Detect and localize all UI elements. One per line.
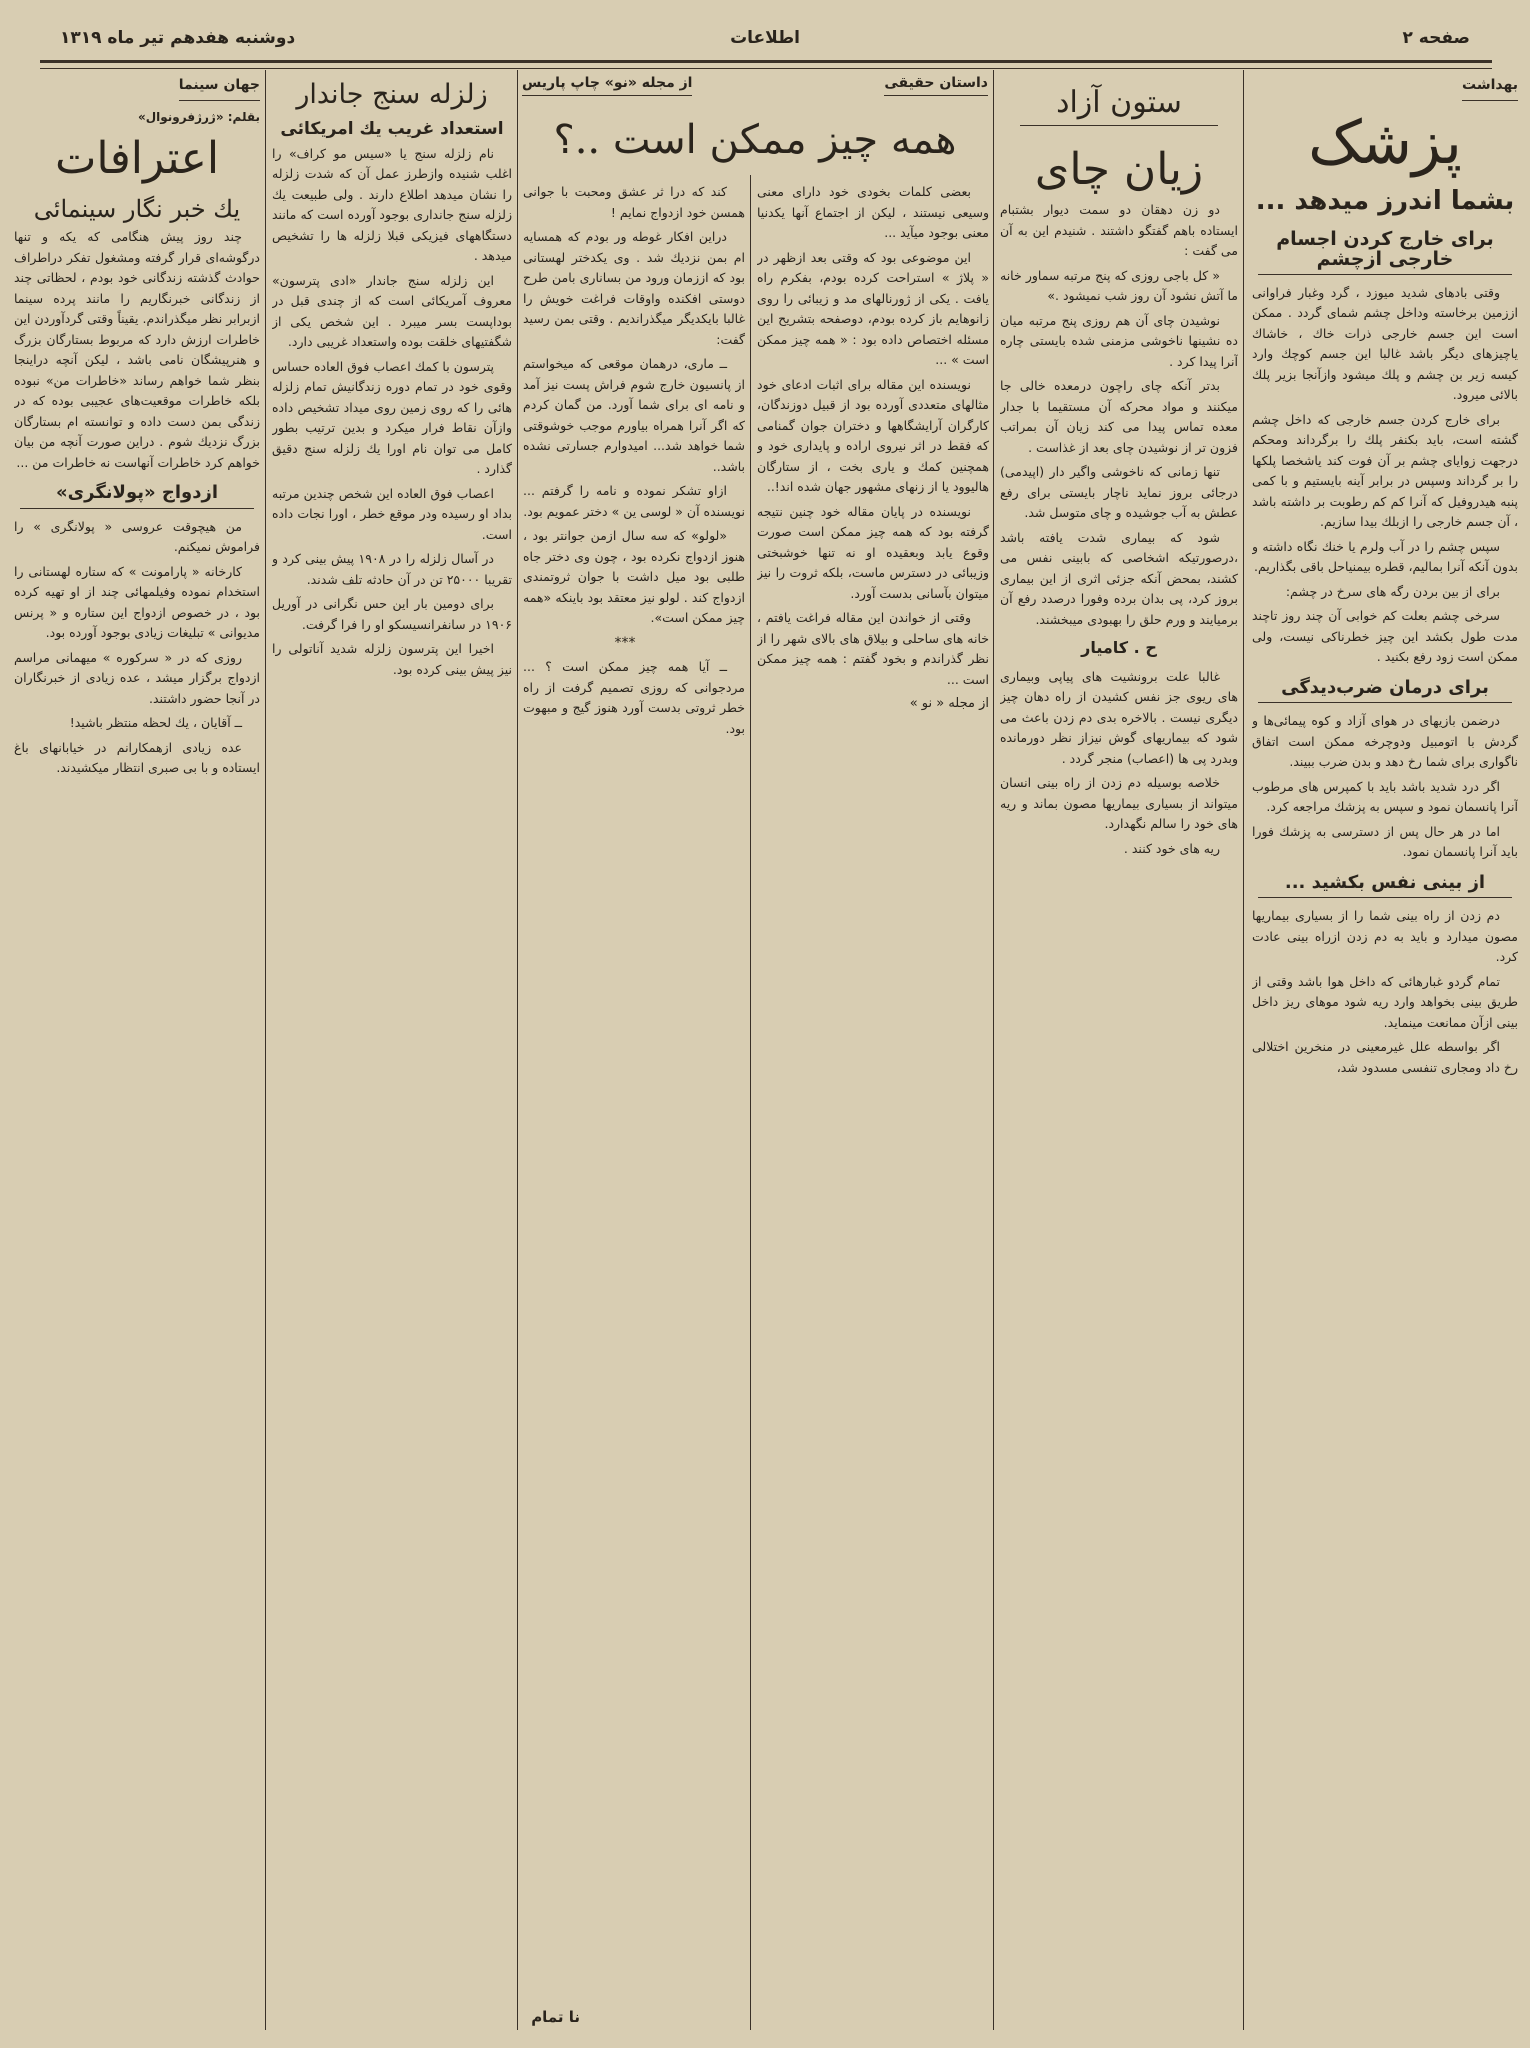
paragraph: پترسون با کمك اعصاب فوق العاده حساس وقوی خود در تمام دوره زندگانیش تمام زلزله هائی را که روی زمین روی میداد تشخیص داده وازآن نقاط فرار میکرد و بدین ترتیب بطور کامل می توان نام اورا یك زلزله سنج دقیق گذارد . bbox=[272, 358, 512, 476]
paragraph: نویسنده در پایان مقاله خود چنین نتیجه گرفته بود که همه چیز ممکن است صورت وقوع یابد وبعقیده او نه تنها خوشبختی وزیبائی در دسترس ماست، بلکه ثروت را نیز میتوان بآسانی بدست آورد. bbox=[757, 503, 989, 601]
article-title: پزشک bbox=[1308, 107, 1462, 178]
article-body bbox=[1252, 283, 1518, 668]
paragraph: «لولو» که سه سال ازمن جوانتر بود ، هنوز ازدواج نکرده بود ، چون وی دختر جاه طلبی بود میل داشت با جوان ثروتمندی ازدواج کند . لولو نیز معتقد بود باینکه «همه چیز ممکن است». bbox=[523, 528, 745, 625]
paragraph: روزی که در « سرکوره » میهمانی مراسم ازدواج برگزار میشد ، عده زیادی از خبرنگاران در آنجا حضور داشتند. bbox=[14, 649, 260, 706]
column-divider bbox=[750, 175, 751, 2030]
paragraph: تنها زمانی که ناخوشی واگیر دار (اپیدمی) درجائی بروز نماید ناچار بایستی برای رفع عطش به آب جوشیده و چای متوسل شد. bbox=[1000, 464, 1238, 520]
paragraph: اما در هر حال پس از دسترسی به پزشك فورا باید آنرا پانسمان نمود. bbox=[1252, 823, 1518, 859]
paragraph: وقتی از خواندن این مقاله فراغت یافتم ، خانه های ساحلی و بیلاق های بالای شهر را از نظر گذراندم و بخود گفتم : همه چیز ممکن است ... bbox=[757, 610, 989, 687]
section-heading: برای درمان ضرب‌دیدگی bbox=[1258, 678, 1512, 704]
article-body bbox=[1000, 667, 1238, 860]
article-body bbox=[1252, 906, 1518, 1078]
article-body bbox=[272, 144, 512, 681]
paragraph: ریه های خود کنند . bbox=[1123, 840, 1220, 856]
byline: بقلم: «ژرژفرونوال» bbox=[138, 109, 260, 124]
page-number: صفحه ۲ bbox=[1402, 28, 1470, 48]
paragraph: در آسال زلزله را در ۱۹۰۸ پیش بینی کرد و تقریبا ۲۵۰۰۰ تن در آن حادثه تلف شدند. bbox=[272, 551, 512, 587]
paragraph: سپس چشم را در آب ولرم یا خنك نگاه داشته و بدون آنکه آنرا بمالیم، قطره بیمنیاحل باقی بگذاریم. bbox=[1252, 538, 1518, 574]
article-title: همه چیز ممکن است ..؟ bbox=[553, 117, 957, 163]
paragraph: دم زدن از راه بینی شما را از بسیاری بیماریها مصون میدارد و باید به دم زدن ازراه بینی عادت کرد. bbox=[1252, 908, 1518, 964]
paragraph: کند که درا ثر عشق ومحبت با جوانی همسن خود ازدواج نمایم ! bbox=[523, 184, 745, 220]
article-title: زلزله سنج جاندار bbox=[296, 79, 488, 110]
paragraph: اگر درد شدید باشد باید با کمپرس های مرطوب آنرا پانسمان نمود و سپس به پزشك مراجعه کرد. bbox=[1252, 778, 1518, 814]
column-divider bbox=[265, 70, 266, 2030]
paragraph: نام زلزله سنج یا «سیس مو کراف» را اغلب شنیده وازطرز عمل آن که شدت زلزله را نشان میدهد اطلاع دارند . ولی طبیعت یك زلزله سنج جانداری بوجود آورده است که مانند دستگاههای فیزیکی قبلا زلزله ها را تشخیص میدهد . bbox=[272, 145, 512, 263]
paragraph: بدتر آنکه چای راچون درمعده خالی جا میکنند و مواد محرکه آن مستقیما با جدار معده تماس پیدا می کند زیان آن بمراتب فزون تر از نوشیدن چای بعد از غذاست . bbox=[1000, 378, 1238, 455]
paragraph: این زلزله سنج جاندار «ادی پترسون» معروف آمریکائی است که از چندی قبل در بوداپست بسر میبرد . این شخص یکی از شگفتیهای خلقت بوده واستعداد غریبی دارد. bbox=[272, 272, 512, 349]
paragraph: شود که بیماری شدت یافته باشد ،درصورتیکه اشخاصی که بابینی نفس می کشند، بمحض آنکه جزئی اثری از این بیماری بروز کرد، پی بدان برده وفورا درصدد رفع آن برمیایند و ورم حلق را بهبودی میبخشند. bbox=[1000, 529, 1238, 627]
paragraph: درضمن بازیهای در هوای آزاد و کوه پیمائی‌ها و گردش با اتومبیل ودوچرخه ممکن است اتفاق ناگواری برای شما رخ دهد و بدن ضرب ببیند. bbox=[1252, 713, 1518, 769]
paragraph: کارخانه « پارامونت » که ستاره لهستانی را استخدام نموده وفیلمهائی چند از او تهیه کرده بود ، در خصوص ازدواج این ستاره و « پرنس مدیوانی » تبلیغات زیادی بوجود آورده بود. bbox=[14, 563, 260, 640]
masthead-rule bbox=[40, 60, 1492, 69]
paragraph: بعضی کلمات بخودی خود دارای معنی وسیعی نیستند ، لیکن از اجتماع آنها یکدنیا معنی بوجود میآید ... bbox=[757, 184, 989, 240]
column-divider bbox=[517, 70, 518, 2030]
section-heading: برای خارج کردن اجسام خارجی ازچشم bbox=[1258, 229, 1512, 275]
paragraph: خلاصه بوسیله دم زدن از راه بینی انسان میتواند از بسیاری بیماریها مصون بماند و ریه های خود را سالم نگهدارد. bbox=[1000, 775, 1238, 831]
article-body bbox=[523, 182, 745, 739]
paragraph: برای خارج کردن جسم خارجی که داخل چشم گشته است، باید بکنفر پلك را برگرداند ومحکم درجهت زوایای چشم بر آن فوت کند یاشخصا پلکها را بر گرداند وسپس در برابر آینه بایستیم و با کمی پنبه هیدروفیل که آنرا کم کم رطوبت بر داشته باشد ، آن جسم خارجی را ازبلك بیدا سازیم. bbox=[1252, 411, 1518, 529]
article-title: اعترافات bbox=[54, 133, 220, 184]
paragraph: من هیچوقت عروسی « پولانگری » را فراموش نمیکنم. bbox=[14, 518, 260, 554]
article-body bbox=[1252, 711, 1518, 863]
paragraph: ــ ماری، درهمان موقعی که میخواستم از پانسیون خارج شوم فراش پست نیز آمد و نامه ای برای شما آورد. من گمان کردم که اگر آنرا همراه بیاورم موجب خوشوقتی شما خواهد شد... امیدوارم جسارتی نشده باشد.. bbox=[523, 356, 745, 474]
paragraph: سرخی چشم بعلت کم خوابی آن چند روز تاچند مدت طول بکشد این چیز خطرناکی نیست، ولی ممکن است زود رفع بکنید . bbox=[1252, 608, 1518, 664]
paragraph: وقتی بادهای شدید میوزد ، گرد وغبار فراوانی اززمین برخاسته وداخل چشم شمای گردد . ممکن است این جسم خارجی ذرات خاك ، خاشاك یاچیزهای دیگر باشد غالبا این جسم کوچك وارد کیسه زیر بن چشم و پلك میشود وازآنجا بزیر پلك بالائی میرود. bbox=[1252, 284, 1518, 402]
section-kicker: داستان حقیقی bbox=[884, 75, 988, 96]
article-body bbox=[14, 227, 260, 473]
cinema-column bbox=[14, 75, 260, 2035]
paragraph: این موضوعی بود که وقتی بعد ازظهر در « پلاژ » استراحت کرده بودم، بفکرم راه یافت . یکی از ژورنالهای مد و زیبائی را روی زانوهایم باز کرده بودم، دوصفحه بتشریح این مسئله اختصاص داده بود : « همه چیز ممکن است » ... bbox=[757, 249, 989, 367]
paragraph: اعصاب فوق العاده این شخص چندین مرتبه بداد او رسیده ودر موقع خطر ، اورا نجات داده است. bbox=[272, 485, 512, 542]
article-title: زیان چای bbox=[1034, 144, 1204, 195]
paragraph: برای دومین بار این حس نگرانی در آوریل ۱۹۰۶ در سانفرانسیسکو او را فرا گرفت. bbox=[272, 596, 512, 632]
article-subtitle: بشما اندرز میدهد ... bbox=[1255, 185, 1515, 216]
free-column bbox=[1000, 75, 1238, 2035]
section-kicker: ستون آزاد bbox=[1020, 81, 1218, 126]
paragraph: اگر بواسطه علل غیرمعینی در منخرین اختلالی رخ داد ومجاری تنفسی مسدود شد، bbox=[1252, 1039, 1518, 1075]
section-kicker: جهان سینما bbox=[179, 75, 260, 101]
health-column bbox=[1252, 75, 1518, 2035]
story-source-footer: از مجله « نو » bbox=[909, 696, 989, 711]
paragraph: دو زن دهقان دو سمت دیوار بشتبام ایستاده باهم گفتگو داشتند . شنیدم این به آن می گفت : bbox=[1000, 202, 1238, 258]
story-header bbox=[522, 75, 988, 175]
article-body bbox=[14, 517, 260, 779]
section-kicker: بهداشت bbox=[1462, 75, 1518, 101]
paragraph: دراین افکار غوطه ور بودم که همسایه ام بمن نزدیك شد . وی یکدختر لهستانی بود که اززمان ورود من بساناری بامن طرح دوستی افکنده واوقات فراغت خویش را غالبا بایکدیگر میگذراندیم . وقتی بمن رسید گفت: bbox=[523, 229, 745, 347]
paragraph: چند روز پیش هنگامی که یکه و تنها درگوشه‌ای قرار گرفته ومشغول تفکر دراطراف حوادث گذشته زندگانی خود بودم ، لحظاتی چند از زندگانی خبرنگاریم را مانند پرده سینما ازبرابر نظر میگذراندم. یقیناً وقتی گردآوردن این خاطرات ارزش دارد که مربوط بستارگان بزرگ و هنرپیشگان نامی باشد ، لیکن آنچه دراینجا بنظر شما خواهم رساند «خاطرات من» نبوده بلکه خاطرات موقعیت‌های عجیبی بوده که در زندگی بمن دست داده و توانسته ام بستارگان بزرگ نزدیك شوم . دراین صورت آنچه من بیان خواهم کرد خاطرات آنهاست نه خاطرات من ... bbox=[14, 229, 260, 470]
column-divider bbox=[1243, 70, 1244, 2030]
section-heading: ازدواج «پولانگری» bbox=[20, 483, 254, 509]
paragraph: ــ آیا همه چیز ممکن است ؟ ... مردجوانی که روزی تصمیم گرفت از راه خطر ثروتی بدست آورد هنوز گیج و مبهوت بود. bbox=[523, 659, 745, 736]
paragraph: « کل باجی روزی که پنج مرتبه سماور خانه ما آتش نشود آن روز شب نمیشود .» bbox=[1000, 267, 1238, 303]
paragraph: ــ آقایان ، یك لحظه منتظر باشید! bbox=[69, 715, 242, 730]
article-subtitle: استعداد غریب یك امریکائی bbox=[280, 119, 504, 139]
section-separator: *** bbox=[614, 634, 636, 651]
issue-date: دوشنبه هفدهم تیر ماه ۱۳۱۹ bbox=[60, 28, 296, 48]
story-column-right bbox=[757, 182, 989, 2032]
paragraph: عده زیادی ازهمکارانم در خیابانهای باغ ایستاده و با بی صبری انتظار میکشیدند. bbox=[14, 739, 260, 775]
masthead bbox=[40, 28, 1490, 56]
article-subtitle: یك خبر نگار سینمائی bbox=[33, 195, 241, 223]
paragraph: غالبا علت برونشیت های پیاپی وبیماری های ریوی جز نفس کشیدن از راه دهان چیز دیگری نیست . بالاخره بدی دم زدن باعث می شود که بیماریهای گوش نیزاز نظر دورمانده وبدرد پی ها (اعصاب) منجر گردد . bbox=[1000, 668, 1238, 766]
column-divider bbox=[993, 70, 994, 2030]
paragraph: نویسنده این مقاله برای اثبات ادعای خود مثالهای متعددی آورده بود از قبیل دوزندگان، کارگران آرایشگاهها و دختران جوان گمنامی که فقط در اثر نیروی اراده و پایداری خود و همچنین کمك و یاری بخت ، از ستارگان هالیوود یا از زنهای مشهور جهان شده اند!.. bbox=[757, 376, 989, 494]
author-signature: ح . کامیار bbox=[1081, 638, 1157, 657]
paragraph: برای از بین بردن رگه های سرخ در چشم: bbox=[1285, 583, 1500, 599]
earthquake-column bbox=[272, 75, 512, 2035]
section-heading: از بینی نفس بکشید ... bbox=[1258, 873, 1512, 899]
story-source: از مجله «نو» چاپ پاریس bbox=[522, 75, 692, 96]
paragraph: تمام گردو غبارهائی که داخل هوا باشد وقتی از طریق بینی بخواهد وارد ریه شود موهای ریز داخل بینی ازآن ممانعت مینماید. bbox=[1252, 973, 1518, 1030]
continued-note: نا تمام bbox=[531, 2008, 580, 2026]
article-body bbox=[757, 182, 989, 690]
paragraph: ازاو تشکر نموده و نامه را گرفتم ... نویسنده آن « لوسی ین » دختر عمویم بود. bbox=[523, 483, 745, 519]
article-body bbox=[1000, 200, 1238, 630]
paragraph: نوشیدن چای آن هم روزی پنج مرتبه میان ده نشینها ناخوشی مزمنی شده بایستی چاره آنرا پیدا کرد . bbox=[1000, 312, 1238, 369]
story-column-left bbox=[523, 182, 745, 2032]
newspaper-name: اطلاعات bbox=[730, 28, 800, 48]
paragraph: اخیرا این پترسون زلزله شدید آناتولی را نیز پیش بینی کرده بود. bbox=[272, 641, 512, 677]
